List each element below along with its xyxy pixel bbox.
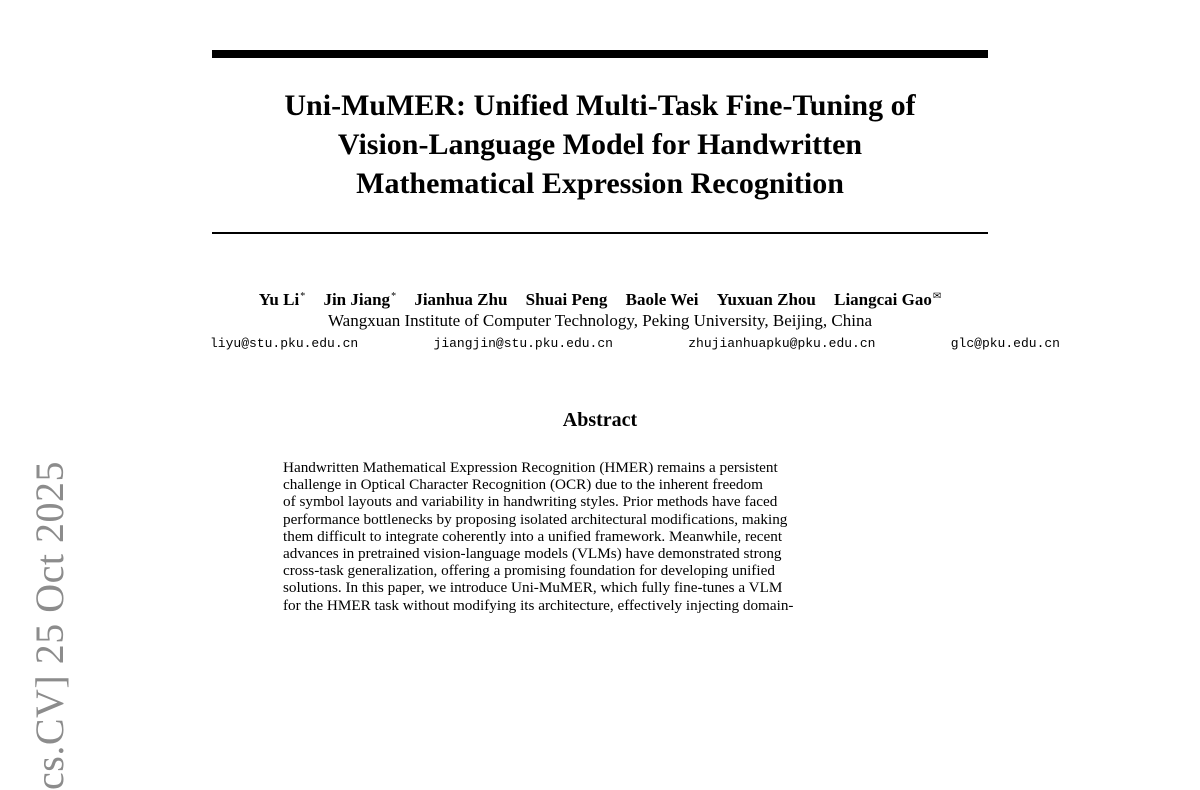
- abstract-line: for the HMER task without modifying its architecture, effectively injecting domain-: [283, 596, 794, 614]
- title-bottom-rule: [212, 232, 988, 234]
- abstract-line: performance bottlenecks by proposing isolated architectural modifications, making: [283, 510, 788, 528]
- author-list: [150, 287, 1050, 310]
- author-name: Baole Wei: [625, 290, 699, 309]
- envelope-icon: ✉: [932, 291, 942, 302]
- affiliation: Wangxuan Institute of Computer Technology, Peking University, Beijing, China: [327, 311, 873, 330]
- paper-title: [212, 86, 988, 203]
- author: [526, 290, 608, 310]
- arxiv-side-stamp: cs.CV] 25 Oct 2025: [27, 461, 72, 790]
- email: zhujianhuapku@pku.edu.cn: [688, 336, 876, 351]
- abstract-line: advances in pretrained vision-language models (VLMs) have demonstrated strong: [283, 545, 782, 563]
- author-mark: *: [391, 291, 397, 302]
- abstract-line: solutions. In this paper, we introduce Uni-MuMER, which fully fine-tunes a VLM: [283, 579, 783, 597]
- abstract-line: Handwritten Mathematical Expression Recognition (HMER) remains a persistent: [283, 459, 778, 476]
- abstract-line: of symbol layouts and variability in handwriting styles. Prior methods have faced: [283, 493, 778, 511]
- abstract-line: cross-task generalization, offering a promising foundation for developing unified: [283, 562, 775, 580]
- email-list: [210, 335, 1060, 353]
- title-line: Uni-MuMER: Unified Multi-Task Fine-Tuning of: [284, 89, 916, 122]
- author: [834, 287, 941, 310]
- author-mark: *: [300, 291, 306, 302]
- author: [323, 287, 396, 310]
- title-line: Mathematical Expression Recognition: [356, 167, 844, 200]
- author: [414, 290, 507, 310]
- abstract-line: challenge in Optical Character Recognition (OCR) due to the inherent freedom: [283, 476, 763, 494]
- author-name: Jin Jiang: [323, 290, 391, 309]
- author: [259, 287, 305, 310]
- top-rule: [212, 50, 988, 58]
- author-name: Yuxuan Zhou: [716, 290, 816, 309]
- author-name: Jianhua Zhu: [414, 290, 508, 309]
- author-name: Shuai Peng: [525, 290, 608, 309]
- abstract-line: them difficult to integrate coherently into a unified framework. Meanwhile, recent: [283, 527, 783, 545]
- email: glc@pku.edu.cn: [950, 336, 1060, 351]
- author: [717, 290, 816, 310]
- title-line: Vision-Language Model for Handwritten: [337, 128, 863, 161]
- author-name: Liangcai Gao: [834, 290, 932, 309]
- author: [626, 290, 699, 310]
- author-name: Yu Li: [258, 290, 300, 309]
- email: liyu@stu.pku.edu.cn: [210, 336, 359, 351]
- abstract-heading: Abstract: [562, 409, 638, 431]
- email: jiangjin@stu.pku.edu.cn: [433, 336, 613, 351]
- abstract-body: [283, 459, 923, 614]
